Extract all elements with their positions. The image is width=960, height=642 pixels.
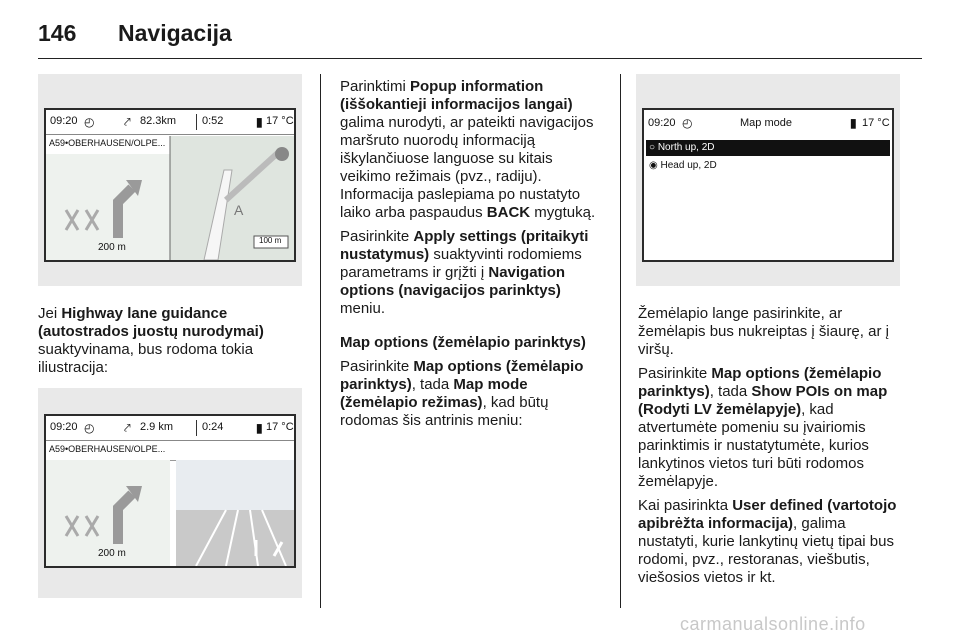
map-scale: 100 m [259,236,282,245]
menu-header [644,110,892,138]
nav-screen-map [44,108,296,262]
clock-icon: ◴ [682,116,693,130]
text: Parinktimi [340,78,411,95]
column-1-text [38,305,306,383]
route-label: A59•OBERHAUSEN/OLPE... [46,442,176,461]
text: galima nurodyti, ar pateikti navigacijos maršruto nuorodų informaciją iškylančiuose languose su kitais veikimo režimais (pvz., radiju). Informacija paslepiama po nustatyto laiko arba paspaudus [340,114,594,221]
paragraph [340,78,598,222]
term: Map mode (žemėlapio režimas) [340,376,528,411]
paragraph [38,305,306,377]
term: Popup information (iššokantieji informacijos langai) [340,78,573,113]
text: , tada [411,376,454,393]
column-3-text [638,305,908,593]
lane-guidance-map-illustration [38,74,302,286]
term: User defined (vartotojo apibrėžta informacija) [638,497,897,532]
time: 09:20 [50,115,78,127]
remaining-distance: 2.9 km [140,421,174,433]
turn-distance: 200 m [98,242,126,253]
term: Navigation options (navigacijos parinktys) [340,264,566,299]
lane-guidance-3d-illustration [38,388,302,598]
paragraph [340,358,598,430]
thermometer-icon: ▮ [256,115,263,129]
clock-icon: ◴ [84,115,95,129]
paragraph [340,228,598,318]
option-label: Head up, 2D [660,160,717,171]
destination-marker: A [234,202,244,218]
road-surface [176,510,294,566]
term: Show POIs on map (Rodyti LV žemėlapyje) [638,383,888,418]
watermark: carmanualsonline.info [680,614,866,634]
term: Map options (žemėlapio parinktys) [340,358,584,393]
temperature: 17 °C [266,421,294,433]
temperature: 17 °C [266,115,294,127]
text: Pasirinkite [340,358,414,375]
text: Jei [38,305,62,322]
column-divider-2 [620,74,621,608]
paragraph: Žemėlapio lange pasirinkite, ar žemėlapis bus nukreiptas į šiaurę, ar į viršų. [638,305,889,358]
column-divider-1 [320,74,321,608]
map-graphic [46,110,294,260]
thermometer-icon: ▮ [256,421,263,435]
text: , kad būtų rodomas šis antrinis meniu: [340,394,549,429]
map-mode-illustration [636,74,900,286]
text: , kad atvertumėte pomeniu su įvairiomis parinktimis ir nustatytumėte, kurios lankytinos vietos turi būti rodomos žemėlapyje. [638,401,869,490]
arrival-time: 0:52 [202,115,224,127]
thermometer-icon: ▮ [850,116,857,130]
column-2-text [340,78,598,436]
text: , galima nustatyti, kurie lankytinų vietų tipai bus rodomi, pvz., restoranas, viešbutis, viešosios vietos ir kt. [638,515,894,586]
option-north-up[interactable]: ○ North up, 2D [646,140,890,156]
option-head-up[interactable]: ◉ Head up, 2D [649,160,717,171]
route-label: A59•OBERHAUSEN/OLPE... [46,136,172,155]
nav-screen-lanes [44,414,296,568]
turn-distance: 200 m [98,548,126,559]
term: Highway lane guidance (autostrados juostų nurodymai) [38,305,264,340]
header-rule [38,58,922,59]
menu-title: Map mode [740,117,792,129]
sky [176,460,294,510]
remaining-distance: 82.3km [140,115,177,127]
text: suaktyvinti rodomiems parametrams ir grįžti į [340,246,582,281]
time: 09:20 [50,421,78,433]
term: Map options (žemėlapio parinktys) [638,365,882,400]
text: meniu. [340,300,386,317]
page-title: Navigacija [118,20,232,46]
time: 09:20 [648,117,676,129]
text: suaktyvinama, bus rodoma tokia iliustracija: [38,341,254,376]
temperature: 17 °C [862,117,890,129]
clock-icon: ◴ [84,421,95,435]
text: Pasirinkite [638,365,712,382]
text: Pasirinkite [340,228,414,245]
text: Kai pasirinkta [638,497,733,514]
option-label: North up, 2D [657,142,715,153]
text: mygtuką. [530,204,596,221]
route-icon: ⤤ [124,115,131,129]
compass-icon [275,147,289,161]
arrival-time: 0:24 [202,421,224,433]
text: , tada [709,383,752,400]
paragraph [638,497,908,587]
term: BACK [486,204,531,221]
section-heading: Map options (žemėlapio parinktys) [340,334,586,351]
lane-graphic [46,416,294,566]
page-number: 146 [38,20,77,46]
route-icon: ⤤ [124,421,131,435]
page-header [38,12,922,52]
map-mode-screen [642,108,894,262]
paragraph [638,365,908,491]
term: Apply settings (pritaikyti nustatymus) [340,228,589,263]
